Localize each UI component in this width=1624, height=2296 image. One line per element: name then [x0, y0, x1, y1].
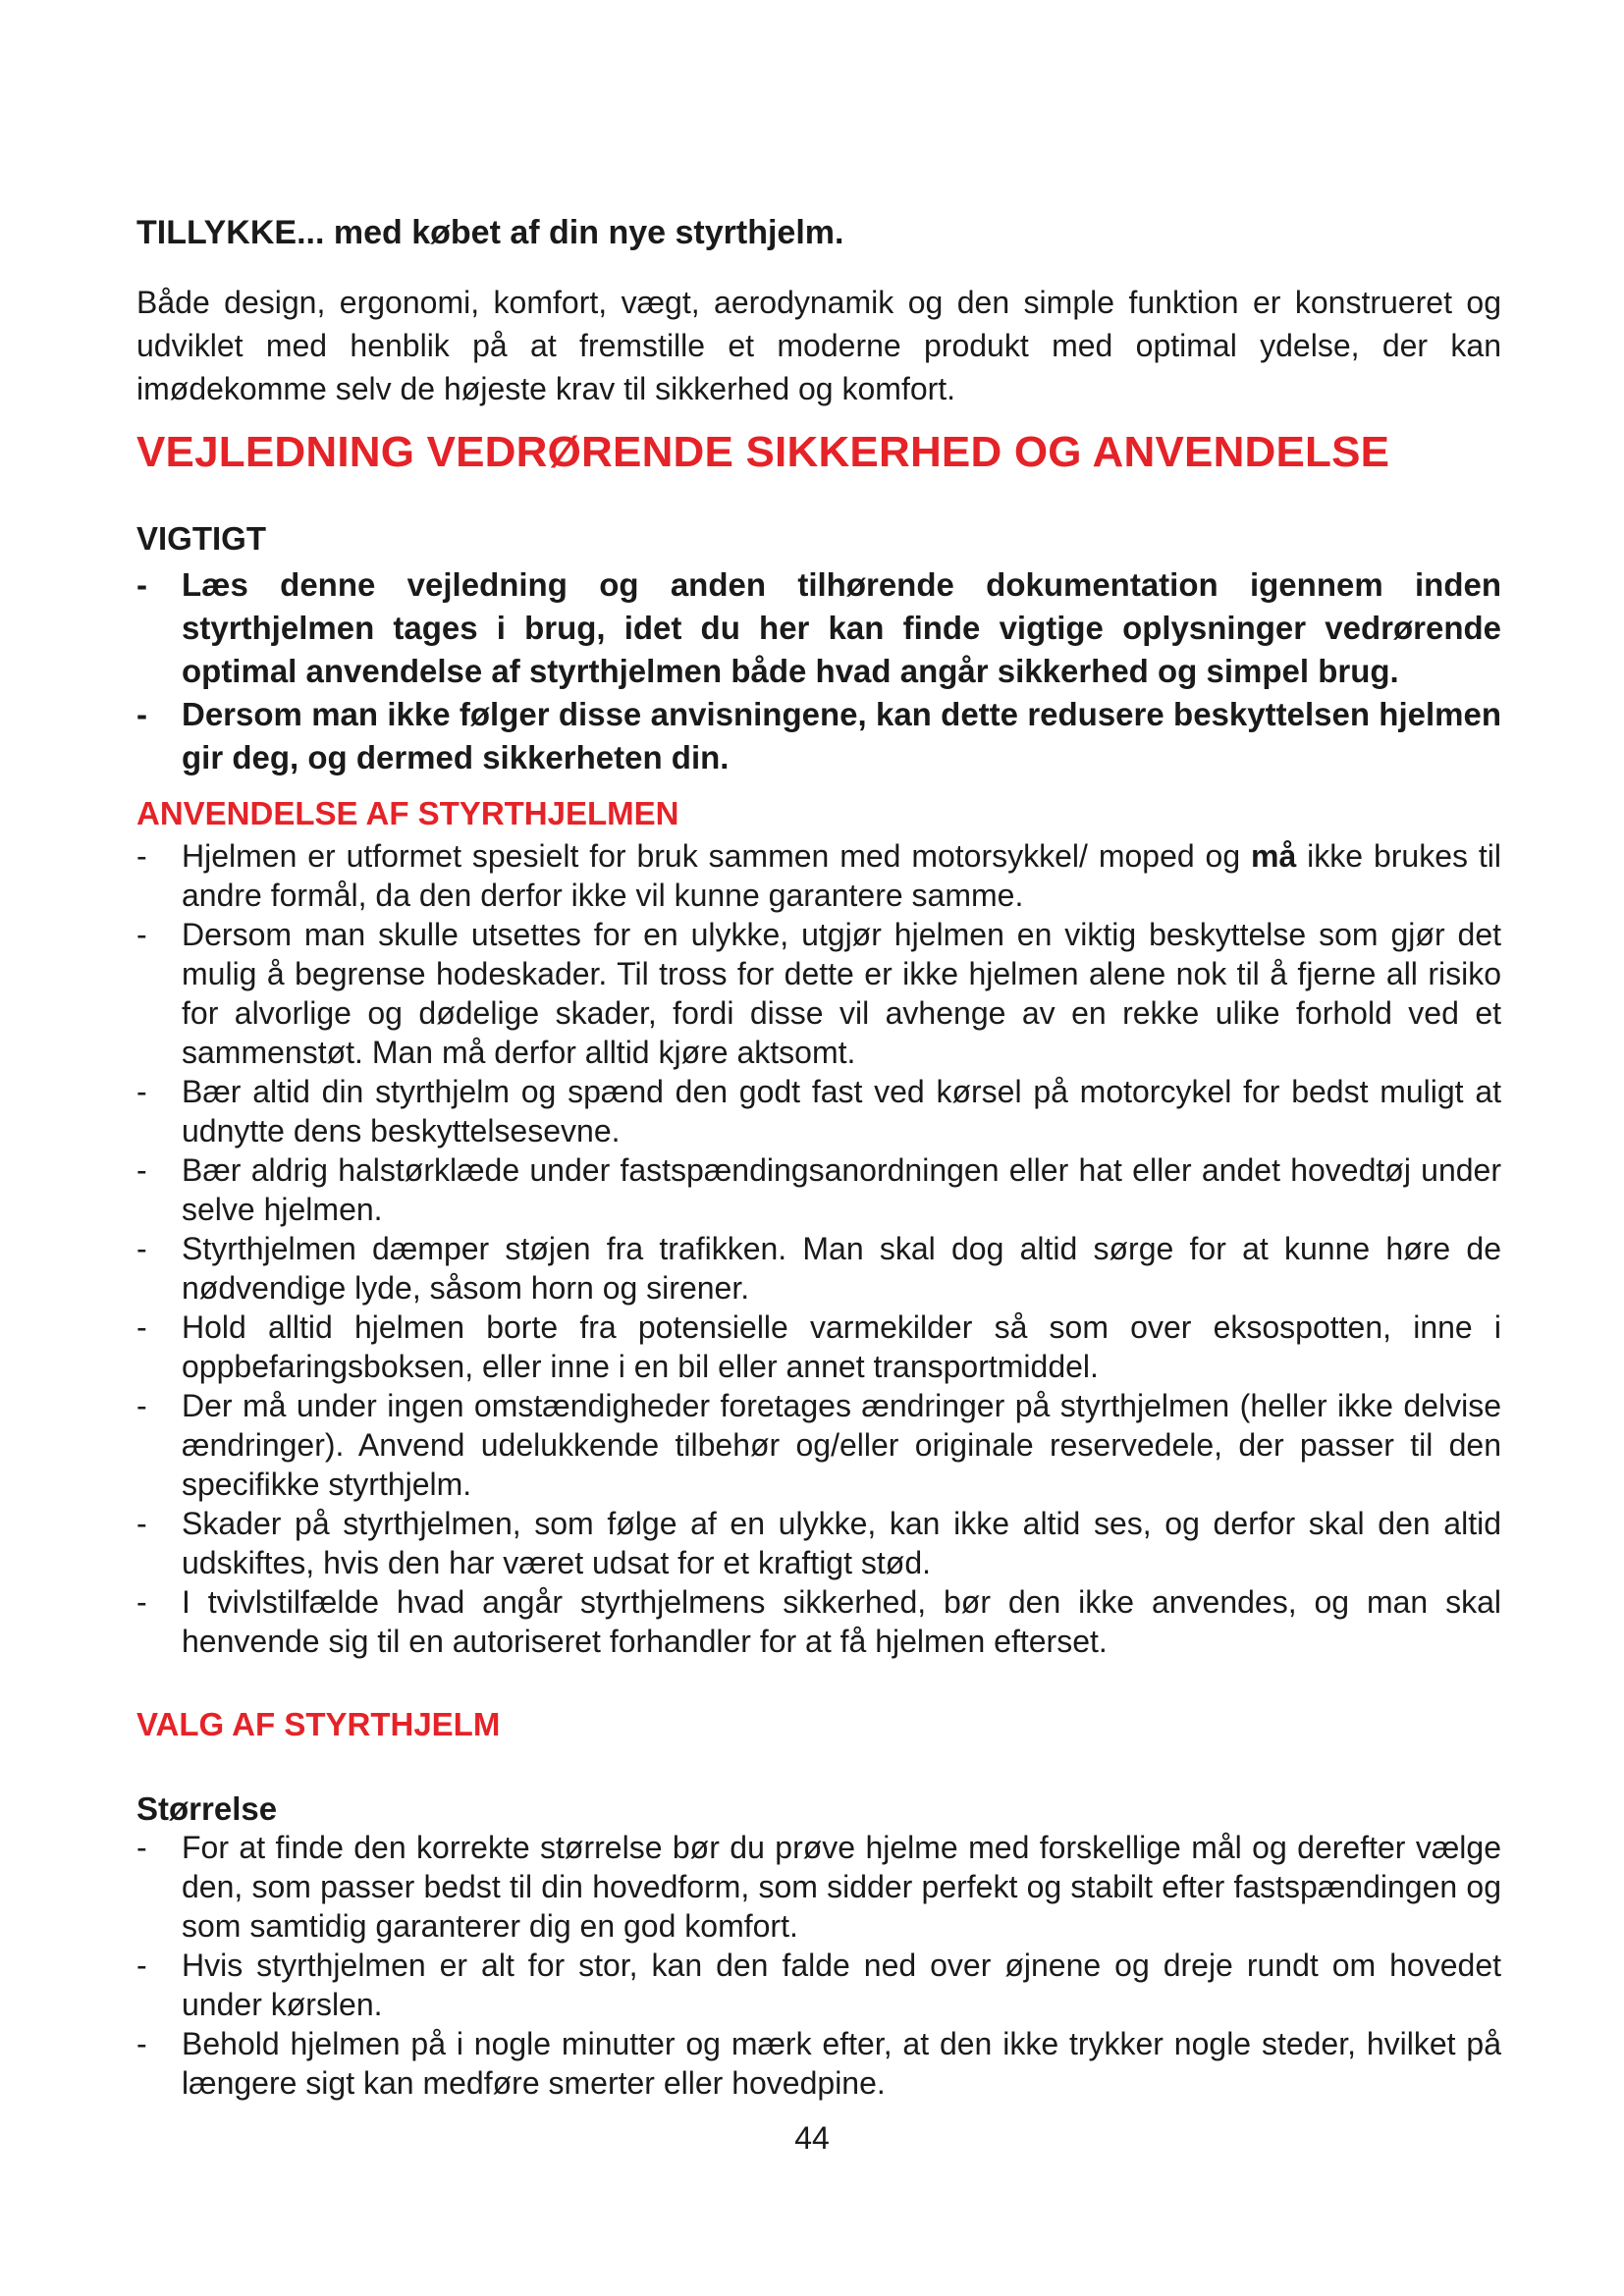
list-item: - Styrthjelmen dæmper støjen fra trafikken. Man skal dog altid sørge for at kunne høre de nødvendige lyde, såsom horn og sirener.	[136, 1231, 1501, 1306]
list-item: - Skader på styrthjelmen, som følge af en ulykke, kan ikke altid ses, og derfor skal den altid udskiftes, hvis den har været udsat for et kraftigt stød.	[136, 1506, 1501, 1580]
bullet-dash: -	[136, 2026, 147, 2061]
bullet-dash: -	[136, 1231, 147, 1266]
important-heading: VIGTIGT	[136, 520, 266, 557]
intro-paragraph: Både design, ergonomi, komfort, vægt, aerodynamik og den simple funktion er konstrueret og udviklet med henblik på at fremstille et moderne produkt med optimal ydelse, der kan imødekomme selv de højeste krav til sikkerhed og komfort.	[136, 285, 1501, 406]
bullet-dash: -	[136, 1388, 147, 1423]
list-item: - Hvis styrthjelmen er alt for stor, kan den falde ned over øjnene og dreje rundt om hovedet under kørslen.	[136, 1948, 1501, 2022]
bullet-dash: -	[136, 1830, 147, 1865]
bullet-dash: -	[136, 566, 147, 603]
important-list	[136, 563, 1501, 779]
list-item: - Hjelmen er utformet spesielt for bruk sammen med motorsykkel/ moped og må ikke brukes til andre formål, da den derfor ikke vil kunne garantere samme.	[136, 838, 1502, 913]
bullet-dash: -	[136, 696, 147, 732]
list-item: - Bær altid din styrthjelm og spænd den godt fast ved kørsel på motorcykel for bedst muligt at udnytte dens beskyttelsesevne.	[136, 1074, 1501, 1148]
list-item: - Behold hjelmen på i nogle minutter og mærk efter, at den ikke trykker nogle steder, hvilket på længere sigt kan medføre smerter eller hovedpine.	[136, 2026, 1501, 2101]
list-item: - Bær aldrig halstørklæde under fastspændingsanordningen eller hat eller andet hovedtøj under selve hjelmen.	[136, 1152, 1501, 1227]
list-item: - I tvivlstilfælde hvad angår styrthjelmens sikkerhed, bør den ikke anvendes, og man skal henvende sig til en autoriseret forhandler for at få hjelmen efterset.	[136, 1584, 1501, 1659]
list-item: - For at finde den korrekte størrelse bør du prøve hjelme med forskellige mål og derefter vælge den, som passer bedst til din hovedform, som sidder perfekt og stabilt efter fastspændingen og som samtidig garanterer dig en god komfort.	[136, 1830, 1501, 1944]
page-number: 44	[794, 2120, 830, 2156]
bullet-dash: -	[136, 1506, 147, 1541]
list-item: - Hold alltid hjelmen borte fra potensielle varmekilder så som over eksospotten, inne i oppbefaringsboksen, eller inne i en bil eller annet transportmiddel.	[136, 1309, 1501, 1384]
bullet-dash: -	[136, 1948, 147, 1983]
main-heading: VEJLEDNING VEDRØRENDE SIKKERHED OG ANVENDELSE	[136, 428, 1390, 476]
size-list	[136, 1828, 1501, 2103]
usage-heading: ANVENDELSE AF STYRTHJELMEN	[136, 795, 679, 831]
usage-list	[136, 836, 1501, 1661]
bullet-dash: -	[136, 838, 147, 874]
list-item: - Læs denne vejledning og anden tilhørende dokumentation igennem inden styrthjelmen tages i brug, idet du her kan finde vigtige oplysninger vedrørende optimal anvendelse af styrthjelmen både hvad angår sikkerhed og simpel brug.	[136, 563, 1501, 693]
bullet-dash: -	[136, 1309, 147, 1345]
list-item: - Dersom man ikke følger disse anvisningene, kan dette redusere beskyttelsen hjelmen gir deg, og dermed sikkerheten din.	[136, 693, 1501, 779]
bullet-dash: -	[136, 1152, 147, 1188]
bullet-dash: -	[136, 1074, 147, 1109]
bullet-dash: -	[136, 1584, 147, 1620]
page-title: TILLYKKE... med købet af din nye styrthjelm.	[136, 214, 844, 251]
size-subheading: Størrelse	[136, 1790, 278, 1827]
list-item: - Dersom man skulle utsettes for en ulykke, utgjør hjelmen en viktig beskyttelse som gjør det mulig å begrense hodeskader. Til tross for dette er ikke hjelmen alene nok til å fjerne all risiko for alvorlige og dødelige skader, fordi disse vil avhenge av en rekke ulike forhold ved et sammenstøt. Man må derfor alltid kjøre aktsomt.	[136, 917, 1501, 1070]
bullet-dash: -	[136, 917, 147, 952]
choice-heading: VALG AF STYRTHJELM	[136, 1706, 501, 1742]
emphasis: må	[1251, 838, 1297, 874]
list-item: - Der må under ingen omstændigheder foretages ændringer på styrthjelmen (heller ikke delvise ændringer). Anvend udelukkende tilbehør og/eller originale reservedele, der passer til den specifikke styrthjelm.	[136, 1388, 1501, 1502]
